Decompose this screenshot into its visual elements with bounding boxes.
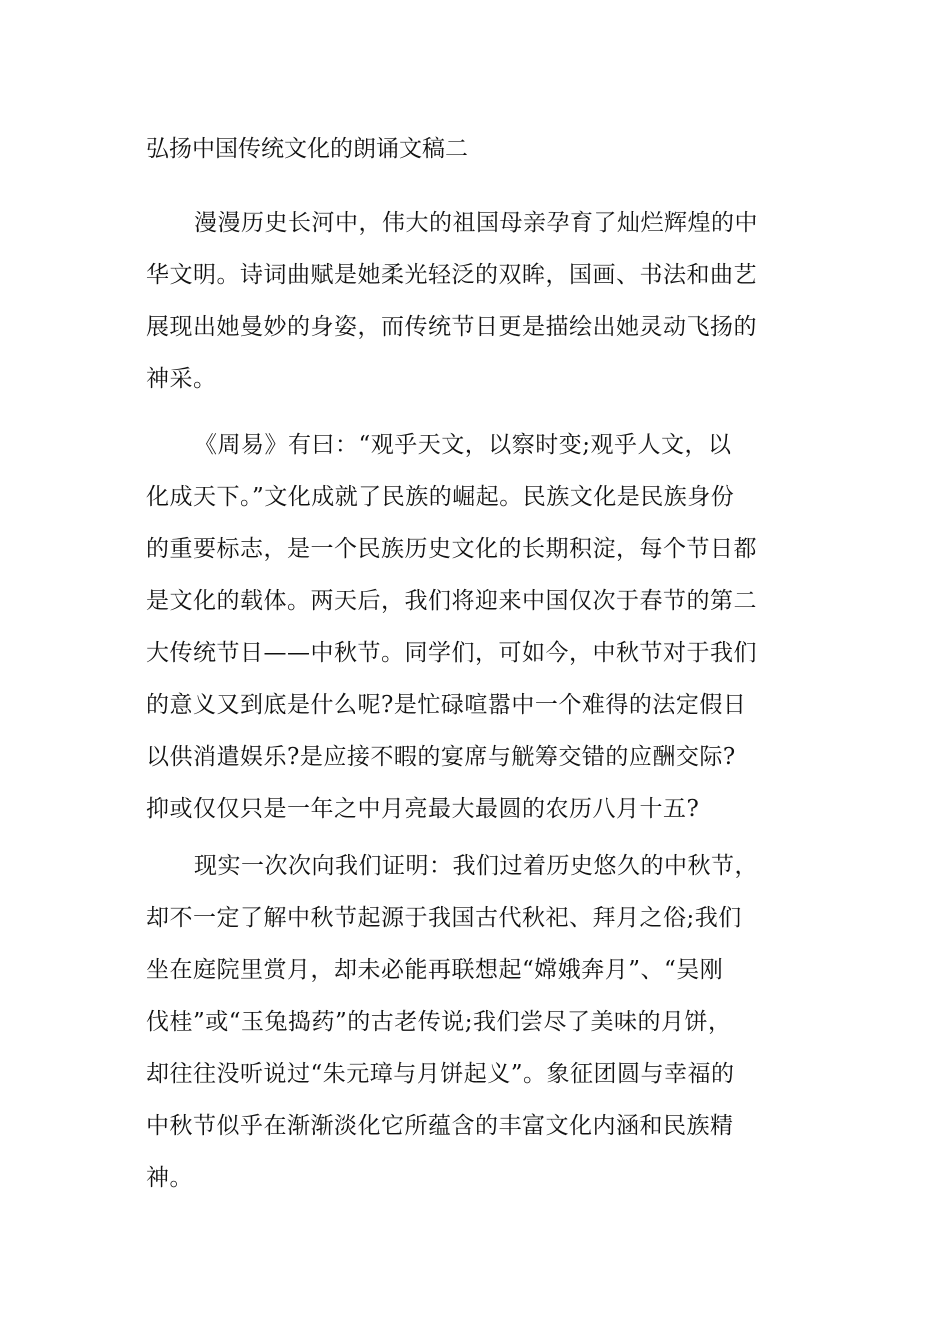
paragraph-2 — [146, 419, 816, 835]
paragraph-line: 神采。 — [146, 366, 217, 392]
paragraph-line: 化成天下。”文化成就了民族的崛起。民族文化是民族身份 — [146, 484, 735, 510]
paragraph-line: 的重要标志，是一个民族历史文化的长期积淀，每个节日都 — [146, 536, 757, 562]
paragraph-line: 的意义又到底是什么呢?是忙碌喧嚣中一个难得的法定假日 — [146, 692, 747, 718]
paragraph-1 — [146, 197, 816, 405]
paragraph-line: 抑或仅仅只是一年之中月亮最大最圆的农历八月十五? — [146, 796, 700, 822]
paragraph-line: 中秋节似乎在渐渐淡化它所蕴含的丰富文化内涵和民族精 — [146, 1113, 734, 1139]
paragraph-line: 神。 — [146, 1165, 193, 1191]
paragraph-line: 坐在庭院里赏月，却未必能再联想起“嫦娥奔月”、“吴刚 — [146, 957, 724, 983]
paragraph-line: 却不一定了解中秋节起源于我国古代秋祀、拜月之俗;我们 — [146, 905, 742, 931]
paragraph-line: 现实一次次向我们证明：我们过着历史悠久的中秋节， — [194, 853, 758, 879]
paragraph-3 — [146, 840, 816, 1204]
paragraph-line: 伐桂”或“玉兔捣药”的古老传说;我们尝尽了美味的月饼， — [146, 1009, 732, 1035]
paragraph-line: 漫漫历史长河中，伟大的祖国母亲孕育了灿烂辉煌的中 — [194, 210, 758, 236]
paragraph-line: 展现出她曼妙的身姿，而传统节日更是描绘出她灵动飞扬的 — [146, 314, 757, 340]
paragraph-line: 却往往没听说过“朱元璋与月饼起义”。象征团圆与幸福的 — [146, 1061, 735, 1087]
paragraph-line: 大传统节日——中秋节。同学们，可如今，中秋节对于我们 — [146, 640, 757, 666]
paragraph-line: 《周易》有曰：“观乎天文，以察时变;观乎人文，以 — [194, 432, 732, 458]
paragraph-line: 以供消遣娱乐?是应接不暇的宴席与觥筹交错的应酬交际? — [146, 744, 736, 770]
paragraph-line: 华文明。诗词曲赋是她柔光轻泛的双眸，国画、书法和曲艺 — [146, 262, 757, 288]
document-title: 弘扬中国传统文化的朗诵文稿二 — [146, 136, 468, 162]
paragraph-line: 是文化的载体。两天后，我们将迎来中国仅次于春节的第二 — [146, 588, 757, 614]
